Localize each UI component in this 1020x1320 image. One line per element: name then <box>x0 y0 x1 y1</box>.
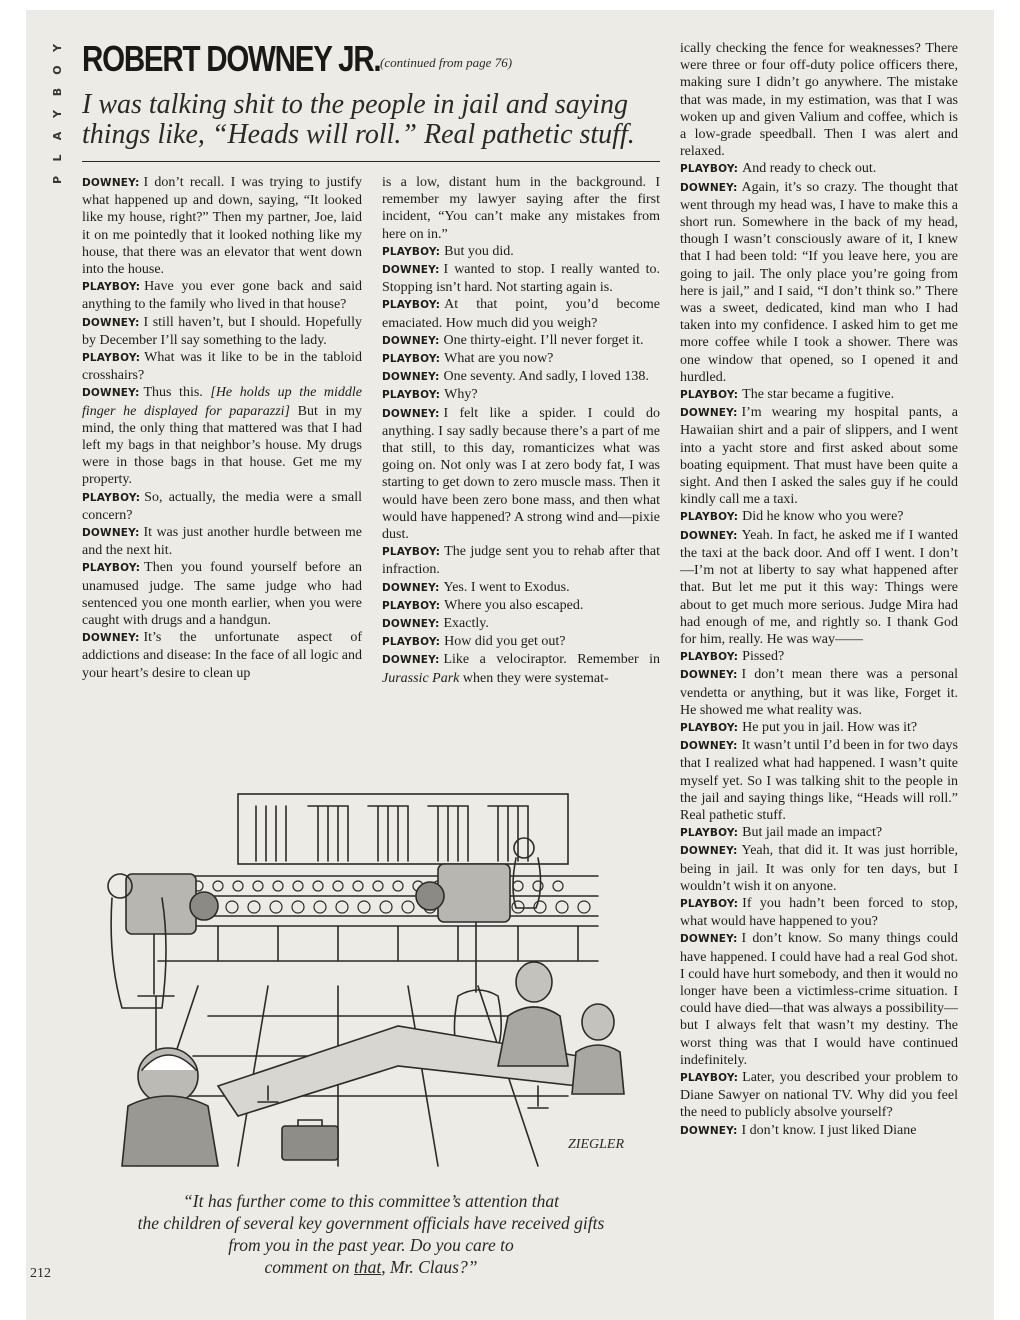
paragraph-text: Yeah, that did it. It was just horrible, being in jail. It was only for ten days, but I wouldn’t wish it on anyone. <box>680 843 958 894</box>
speaker-label: DOWNEY: <box>82 632 140 645</box>
paragraph-text: I’m wearing my hospital pants, a Hawaiian shirt and a pair of slippers, and I went into a yacht store and first asked about some boating equipment. That must have been quite a sight. And then I asked the sales guy if he could kindly call me a taxi. <box>680 405 958 508</box>
caption-text: comment on <box>264 1257 354 1277</box>
paragraph-text: I don’t know. So many things could have happened. I could have had a real God shot. I could have hurt somebody, and then it would no longer have been a victimless-crime situation. I could have died—that was always a possibility—but I always felt that wasn’t my destiny. The worst thing was that I would have continued indefinitely. <box>680 931 958 1068</box>
interview-paragraph <box>82 489 362 524</box>
paragraph-text: Again, it’s so crazy. The thought that went through my head was, I have to make this a short run. Somewhere in the back of my head, though I wasn’t consciously aware of it, I knew that I had been told: “If you leave here, you are going to jail. The only place you’re going from here is jail,” and I said, “I don’t think so.” There was a sweet, dedicated, kind man who I had taken into my confidence. I asked him to get me more coffee while I took a shower. There was one window that opened, so I opened it and hurdled. <box>680 179 958 385</box>
interview-paragraph <box>382 597 660 615</box>
speaker-label: PLAYBOY: <box>382 389 441 402</box>
speaker-label: DOWNEY: <box>82 387 140 400</box>
paragraph-text: I still haven’t, but I should. Hopefully by December I’ll say something to the lady. <box>82 314 362 348</box>
paragraph-text: Exactly. <box>443 616 489 632</box>
speaker-label: PLAYBOY: <box>382 353 441 366</box>
interview-paragraph <box>382 368 660 386</box>
paragraph-text: It was just another hurdle between me and the next hit. <box>82 525 362 559</box>
paragraph-text: The judge sent you to rehab after that infraction. <box>382 544 660 578</box>
interview-paragraph <box>382 543 660 578</box>
paragraph-text: But in my mind, the only thing that mattered was that I had left my bags in that neighbor’s house. My drugs were in those bags in that house. Get me my property. <box>82 403 362 488</box>
speaker-label: PLAYBOY: <box>680 163 739 176</box>
interview-paragraph <box>82 559 362 629</box>
paragraph-text: Where you also escaped. <box>444 597 584 613</box>
interview-paragraph <box>82 349 362 384</box>
paragraph-text: Why? <box>444 387 478 403</box>
interview-paragraph <box>382 633 660 651</box>
paragraph-text: So, actually, the media were a small concern? <box>82 489 362 523</box>
spine-letter: O <box>51 65 64 75</box>
paragraph-text: But jail made an impact? <box>742 825 883 841</box>
header-rule <box>82 161 660 162</box>
interview-paragraph <box>680 179 958 386</box>
italic-text: [He holds up the middle finger he displayed for paparazzi] <box>82 385 362 419</box>
interview-paragraph <box>82 524 362 559</box>
paragraph-text: One thirty-eight. I’ll never forget it. <box>443 332 644 348</box>
paragraph-text: Yes. I went to Exodus. <box>443 579 570 595</box>
caption-line: the children of several key government officials have received gifts <box>137 1213 605 1233</box>
speaker-label: DOWNEY: <box>382 407 440 420</box>
speaker-label: PLAYBOY: <box>382 636 441 649</box>
interview-paragraph <box>82 314 362 349</box>
speaker-label: PLAYBOY: <box>82 352 141 365</box>
interview-paragraph <box>680 1069 958 1122</box>
interview-paragraph <box>680 527 958 648</box>
interview-paragraph <box>382 174 660 243</box>
paragraph-text: I don’t know. I just liked Diane <box>741 1122 917 1138</box>
paragraph-text: It’s the unfortunate aspect of addictions and disease: In the face of all logic and your heart’s desire to clean up <box>82 630 362 681</box>
paragraph-text: Like a velociraptor. Remember in <box>443 652 660 668</box>
interview-paragraph <box>680 737 958 824</box>
paragraph-text: But you did. <box>444 243 514 259</box>
speaker-label: DOWNEY: <box>680 529 738 542</box>
speaker-label: PLAYBOY: <box>680 651 739 664</box>
paragraph-text: What are you now? <box>444 351 554 367</box>
spine-letter: L <box>51 154 64 162</box>
paragraph-text: And ready to check out. <box>742 161 877 177</box>
cartoonist-signature: ZIEGLER <box>568 1137 624 1152</box>
pull-quote: I was talking shit to the people in jail and saying things like, “Heads will roll.” Real pathetic stuff. <box>82 89 635 150</box>
spine-letter: B <box>51 87 64 97</box>
caption-text: , Mr. Claus?” <box>381 1257 478 1277</box>
interview-paragraph <box>382 405 660 544</box>
cartoon-illustration <box>98 786 646 1176</box>
article-title: ROBERT DOWNEY JR. <box>82 38 381 79</box>
interview-paragraph <box>680 824 958 842</box>
speaker-label: DOWNEY: <box>382 371 440 384</box>
paragraph-text: If you hadn’t been forced to stop, what would have happened to you? <box>680 895 958 930</box>
paragraph-text: How did you get out? <box>444 634 566 650</box>
caption-emphasis: that <box>353 1257 382 1277</box>
continued-note: (continued from page 76) <box>380 55 513 70</box>
speaker-label: PLAYBOY: <box>680 897 739 910</box>
spine-letter: P <box>51 175 64 185</box>
interview-paragraph <box>382 386 660 404</box>
paragraph-text: Thus this. <box>143 385 203 401</box>
interview-paragraph <box>382 332 660 350</box>
paragraph-text: Did he know who you were? <box>742 509 904 525</box>
paragraph-text: He put you in jail. How was it? <box>742 719 918 735</box>
text-column-3 <box>680 40 958 1140</box>
speaker-label: PLAYBOY: <box>382 599 441 612</box>
paragraph-text: when they were systemat- <box>462 670 609 686</box>
spine-letter: Y <box>51 44 64 52</box>
magazine-spine-logo <box>44 40 74 188</box>
interview-paragraph <box>680 1122 958 1140</box>
speaker-label: DOWNEY: <box>82 527 140 540</box>
interview-paragraph <box>680 404 958 508</box>
interview-paragraph <box>82 278 362 313</box>
paragraph-text: Have you ever gone back and said anything to the family who lived in that house? <box>82 279 362 313</box>
cartoon-caption <box>96 1190 646 1278</box>
speaker-label: DOWNEY: <box>680 669 738 682</box>
interview-paragraph <box>680 508 958 526</box>
speaker-label: DOWNEY: <box>382 618 440 631</box>
interview-paragraph <box>82 384 362 488</box>
paragraph-text: I don’t recall. I was trying to justify what happened up and down, saying, “It looked like my house, right?” Then my partner, Joe, laid it on me pointedly that it looked nothing like my house, that there was an elevator that went down into the house. <box>82 175 362 278</box>
paragraph-text: At that point, you’d become emaciated. How much did you weigh? <box>382 297 660 331</box>
paragraph-text: Pissed? <box>742 649 785 665</box>
speaker-label: DOWNEY: <box>382 581 440 594</box>
interview-paragraph <box>382 579 660 597</box>
caption-line <box>96 1256 646 1278</box>
paragraph-text: One seventy. And sadly, I loved 138. <box>443 369 649 385</box>
text-column-2 <box>382 174 660 687</box>
paragraph-text: What was it like to be in the tabloid crosshairs? <box>82 350 362 384</box>
interview-paragraph <box>680 160 958 178</box>
speaker-label: DOWNEY: <box>680 845 738 858</box>
spine-letter: Y <box>51 110 64 118</box>
text-column-1 <box>82 174 362 682</box>
paragraph-text: Later, you described your problem to Diane Sawyer on national TV. Why did you feel the need to publicly absolve yourself? <box>680 1069 958 1121</box>
speaker-label: DOWNEY: <box>382 334 440 347</box>
paragraph-text: ically checking the fence for weaknesses? There were three or four off-duty police officers there, making sure I didn’t go anywhere. The mistake that was made, in my estimation, was that I was woken up and given Valium and coffee, which is a low-grade speedball. Then I was alert and relaxed. <box>680 41 958 160</box>
speaker-label: DOWNEY: <box>680 740 738 753</box>
speaker-label: PLAYBOY: <box>382 245 441 258</box>
interview-paragraph <box>680 666 958 719</box>
interview-paragraph <box>680 719 958 737</box>
paragraph-text: I don’t mean there was a personal vendetta or anything, but it was like, Forget it. He showed me what reality was. <box>680 667 958 718</box>
speaker-label: DOWNEY: <box>382 264 440 277</box>
interview-paragraph <box>680 842 958 895</box>
interview-paragraph <box>382 243 660 261</box>
speaker-label: PLAYBOY: <box>82 491 141 504</box>
speaker-label: DOWNEY: <box>382 654 440 667</box>
spine-letter: A <box>51 131 64 141</box>
paragraph-text: I felt like a spider. I could do anything. I say sadly because there’s a part of me that still, to this day, romanticizes what was going on. Not only was I at zero body fat, I was starting to get down to zero muscle mass. Then it would have been zero bone mass, and then what would have happened? A strong wind and—pixie dust. <box>382 405 660 543</box>
interview-paragraph <box>382 651 660 686</box>
speaker-label: DOWNEY: <box>680 933 738 946</box>
speaker-label: PLAYBOY: <box>382 546 441 559</box>
caption-line: “It has further come to this committee’s attention that <box>183 1191 559 1211</box>
speaker-label: DOWNEY: <box>82 316 140 329</box>
speaker-label: DOWNEY: <box>680 407 738 420</box>
interview-paragraph <box>82 174 362 278</box>
speaker-label: DOWNEY: <box>82 177 140 189</box>
interview-paragraph <box>680 40 958 160</box>
interview-paragraph <box>382 296 660 331</box>
paragraph-text: I wanted to stop. I really wanted to. Stopping isn’t hard. Not starting again is. <box>382 262 660 296</box>
italic-text: Jurassic Park <box>382 670 460 686</box>
speaker-label: DOWNEY: <box>680 1124 738 1137</box>
interview-paragraph <box>680 930 958 1069</box>
paragraph-text: Then you found yourself before an unamused judge. The same judge who had sentenced you one month earlier, when you were caught with drugs and a handgun. <box>82 560 362 629</box>
caption-line: from you in the past year. Do you care to <box>228 1235 514 1255</box>
interview-paragraph <box>680 648 958 666</box>
speaker-label: PLAYBOY: <box>382 299 441 312</box>
interview-paragraph <box>382 261 660 296</box>
speaker-label: PLAYBOY: <box>680 721 739 734</box>
interview-paragraph <box>680 895 958 930</box>
speaker-label: PLAYBOY: <box>680 511 739 524</box>
speaker-label: PLAYBOY: <box>680 1071 739 1084</box>
speaker-label: PLAYBOY: <box>680 389 739 402</box>
speaker-label: PLAYBOY: <box>680 827 739 840</box>
article-header <box>82 38 662 80</box>
interview-paragraph <box>382 350 660 368</box>
paragraph-text: Yeah. In fact, he asked me if I wanted the taxi at the back door. And off I went. I don’t—I’m not at liberty to say what happened after that. But let me put it this way: Things were about to get much more serious. Judge Mira had had enough of me, and rightly so. I thank God for him, really. He was way—— <box>680 527 958 647</box>
paragraph-text: is a low, distant hum in the background. I remember my lawyer saying after the first incident, “You can’t make any mistakes from here on in.” <box>382 175 660 242</box>
interview-paragraph <box>680 386 958 404</box>
paragraph-text: It wasn’t until I’d been in for two days that I realized what had happened. I wasn’t quite myself yet. So I was talking shit to the people in the jail and saying things like, “Heads will roll.” Real pathetic stuff. <box>680 738 958 823</box>
speaker-label: PLAYBOY: <box>82 281 141 294</box>
speaker-label: PLAYBOY: <box>82 562 141 575</box>
interview-paragraph <box>382 615 660 633</box>
page-number: 212 <box>30 1266 51 1281</box>
paragraph-text: The star became a fugitive. <box>742 387 895 403</box>
interview-paragraph <box>82 629 362 682</box>
speaker-label: DOWNEY: <box>680 181 738 194</box>
